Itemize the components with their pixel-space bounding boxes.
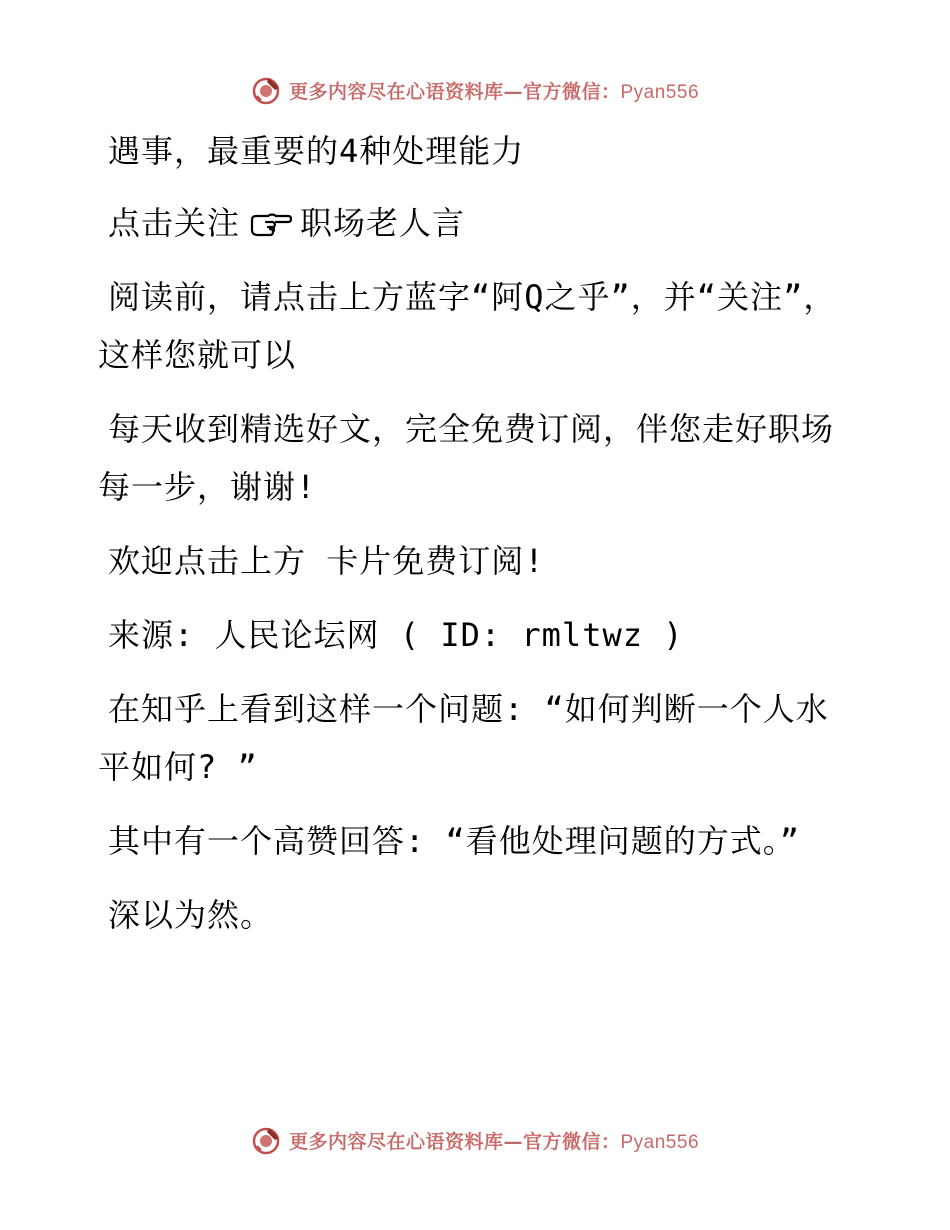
pen-seal-icon — [251, 1124, 283, 1156]
banner-dash: — — [503, 1130, 523, 1153]
paragraph: 欢迎点击上方 卡片免费订阅! — [108, 542, 545, 580]
paragraph: 每天收到精选好文，完全免费订阅，伴您走好职场每一步，谢谢! — [98, 410, 835, 506]
article-body — [98, 122, 838, 960]
follow-line — [98, 194, 838, 252]
pen-seal-icon — [251, 74, 283, 106]
paragraph: 在知乎上看到这样一个问题: “如何判断一个人水平如何? ” — [98, 690, 829, 786]
banner-site-text: 更多内容尽在心语资料库 — [288, 1130, 504, 1153]
banner-site-text: 更多内容尽在心语资料库 — [288, 80, 504, 103]
follow-prefix: 点击关注 — [108, 204, 241, 242]
paragraph: 其中有一个高赞回答: “看他处理问题的方式。” — [108, 822, 801, 860]
banner-wechat-id: Pyan556 — [620, 81, 700, 103]
article-title: 遇事，最重要的4种处理能力 — [108, 132, 525, 170]
pointing-hand-icon — [248, 210, 292, 238]
banner-official-label: 官方微信： — [522, 80, 621, 103]
banner-official-label: 官方微信： — [522, 1130, 621, 1153]
source-line: 来源: 人民论坛网 ( ID: rmltwz ) — [108, 616, 684, 654]
paragraph: 深以为然。 — [108, 896, 274, 934]
banner-dash: — — [503, 80, 523, 103]
follow-account: 职场老人言 — [300, 204, 466, 242]
banner-wechat-id: Pyan556 — [620, 1131, 700, 1153]
footer-watermark-banner — [0, 1120, 950, 1160]
header-watermark-banner — [0, 70, 950, 110]
paragraph: 阅读前，请点击上方蓝字“阿Q之乎”，并“关注”，这样您就可以 — [98, 278, 837, 374]
